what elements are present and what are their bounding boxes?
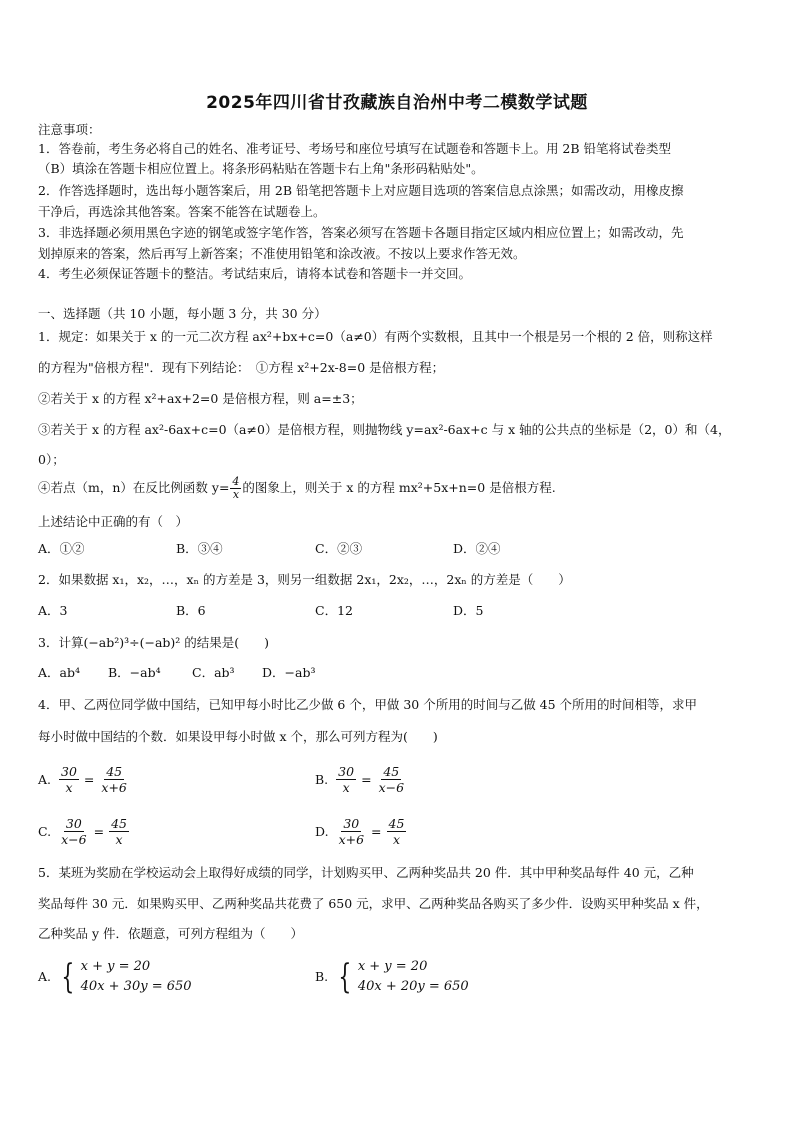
q5-stem-line: 奖品每件 30 元．如果购买甲、乙两种奖品共花费了 650 元，求甲、乙两种奖品各购买了多少件．设购买甲种奖品 x 件， [38, 896, 709, 911]
q2-option-c[interactable]: C．12 [315, 603, 353, 618]
section-heading: 一、选择题（共 10 小题，每小题 3 分，共 30 分） [38, 306, 327, 321]
q4-option-b[interactable]: B. $\frac{30}{x}$ = $\frac{45}{x-6}$ [315, 764, 405, 795]
q5-option-b[interactable]: B. { x + y = 20 40x + 20y = 650 [315, 957, 469, 997]
fraction: $\frac{45}{x}$ [111, 816, 127, 847]
q1-option-b[interactable]: B．③④ [176, 541, 223, 556]
q2-option-d[interactable]: D．5 [453, 603, 484, 618]
fraction: $\frac{30}{x}$ [61, 764, 77, 795]
q2-stem: 2．如果数据 x₁，x₂，…，xₙ 的方差是 3，则另一组数据 2x₁，2x₂，…，2xₙ 的方差是（ ） [38, 572, 571, 587]
q3-option-a[interactable]: A．ab⁴ [38, 665, 80, 680]
q1-option-a[interactable]: A．①② [38, 541, 85, 556]
fraction: $\frac{30}{x-6}$ [61, 816, 87, 847]
notice-line: （B）填涂在答题卡相应位置上。将条形码粘贴在答题卡右上角"条形码粘贴处"。 [38, 161, 484, 176]
fraction: $\frac{30}{x}$ [338, 764, 355, 795]
q5-stem-line: 乙种奖品 y 件．依题意，可列方程组为（ ） [38, 926, 304, 941]
notice-line: 1．答卷前，考生务必将自己的姓名、准考证号、考场号和座位号填写在试题卷和答题卡上。用 2B 铅笔将试卷类型 [38, 141, 672, 156]
q1-conclusion-4 [38, 476, 556, 501]
q2-option-a[interactable]: A．3 [38, 603, 68, 618]
q3-stem: 3．计算(−ab²)³÷(−ab)² 的结果是( ) [38, 635, 270, 650]
q5-stem-line: 5．某班为奖励在学校运动会上取得好成绩的同学，计划购买甲、乙两种奖品共 20 件．其中甲种奖品每件 40 元，乙种 [38, 865, 694, 880]
q4-option-a[interactable]: A. $\frac{30}{x}$ = $\frac{45}{x+6}$ [38, 764, 127, 795]
q1-conclusion-3-cont: 0）； [38, 452, 65, 467]
fraction: $\frac{45}{x}$ [388, 816, 405, 847]
q1-option-c[interactable]: C．②③ [315, 541, 363, 556]
q4-stem-line: 每小时做中国结的个数．如果设甲每小时做 x 个，那么可列方程为( ) [38, 729, 438, 744]
notice-line: 干净后，再选涂其他答案。答案不能答在试题卷上。 [38, 204, 326, 219]
fraction: $\frac{45}{x-6}$ [378, 764, 405, 795]
notice-line: 3．非选择题必须用黑色字迹的钢笔或签字笔作答，答案必须写在答题卡各题目指定区域内相应位置上；如需改动，先 [38, 225, 684, 240]
q1-conclusion-4-a: ④若点（m，n）在反比例函数 y= [38, 480, 230, 495]
q1-conclusion-3: ③若关于 x 的方程 ax²-6ax+c=0（a≠0）是倍根方程，则抛物线 y=ax²-6ax+c 与 x 轴的公共点的坐标是（2，0）和（4， [38, 422, 731, 437]
page-title: 2025年四川省甘孜藏族自治州中考二模数学试题 [206, 93, 588, 113]
fraction: $\frac{45}{x+6}$ [101, 764, 127, 795]
notice-line: 划掉原来的答案，然后再写上新答案；不准使用铅笔和涂改液。不按以上要求作答无效。 [38, 246, 526, 261]
q3-option-b[interactable]: B．−ab⁴ [108, 665, 161, 680]
notice-heading: 注意事项： [38, 122, 101, 137]
equation-system: { x + y = 20 40x + 20y = 650 [338, 957, 469, 997]
q1-option-d[interactable]: D．②④ [453, 541, 501, 556]
q4-stem-line: 4．甲、乙两位同学做中国结，已知甲每小时比乙少做 6 个，甲做 30 个所用的时间与乙做 45 个所用的时间相等，求甲 [38, 697, 698, 712]
equation-system: { x + y = 20 40x + 30y = 650 [61, 957, 192, 997]
notice-line: 2．作答选择题时，选出每小题答案后，用 2B 铅笔把答题卡上对应题目选项的答案信息点涂黑；如需改动，用橡皮擦 [38, 183, 684, 198]
q1-conclusion-2: ②若关于 x 的方程 x²+ax+2=0 是倍根方程，则 a=±3； [38, 391, 363, 406]
q3-option-c[interactable]: C．ab³ [192, 665, 235, 680]
fraction: $\frac{4}{x}$ [232, 475, 240, 501]
q4-option-c[interactable]: C. $\frac{30}{x-6}$ = $\frac{45}{x}$ [38, 816, 127, 847]
q3-option-d[interactable]: D．−ab³ [262, 665, 316, 680]
q1-stem-line: 的方程为"倍根方程"．现有下列结论： ①方程 x²+2x-8=0 是倍根方程； [38, 360, 445, 375]
q2-option-b[interactable]: B．6 [176, 603, 206, 618]
q1-stem-line: 1．规定：如果关于 x 的一元二次方程 ax²+bx+c=0（a≠0）有两个实数根，且其中一个根是另一个根的 2 倍，则称这样 [38, 329, 713, 344]
q1-question: 上述结论中正确的有（ ） [38, 514, 189, 529]
notice-line: 4．考生必须保证答题卡的整洁。考试结束后，请将本试卷和答题卡一并交回。 [38, 266, 471, 281]
fraction: $\frac{30}{x+6}$ [338, 816, 365, 847]
q4-option-d[interactable]: D. $\frac{30}{x+6}$ = $\frac{45}{x}$ [315, 816, 405, 847]
q5-option-a[interactable]: A. { x + y = 20 40x + 30y = 650 [38, 957, 192, 997]
q1-conclusion-4-b: 的图象上，则关于 x 的方程 mx²+5x+n=0 是倍根方程. [242, 480, 556, 495]
